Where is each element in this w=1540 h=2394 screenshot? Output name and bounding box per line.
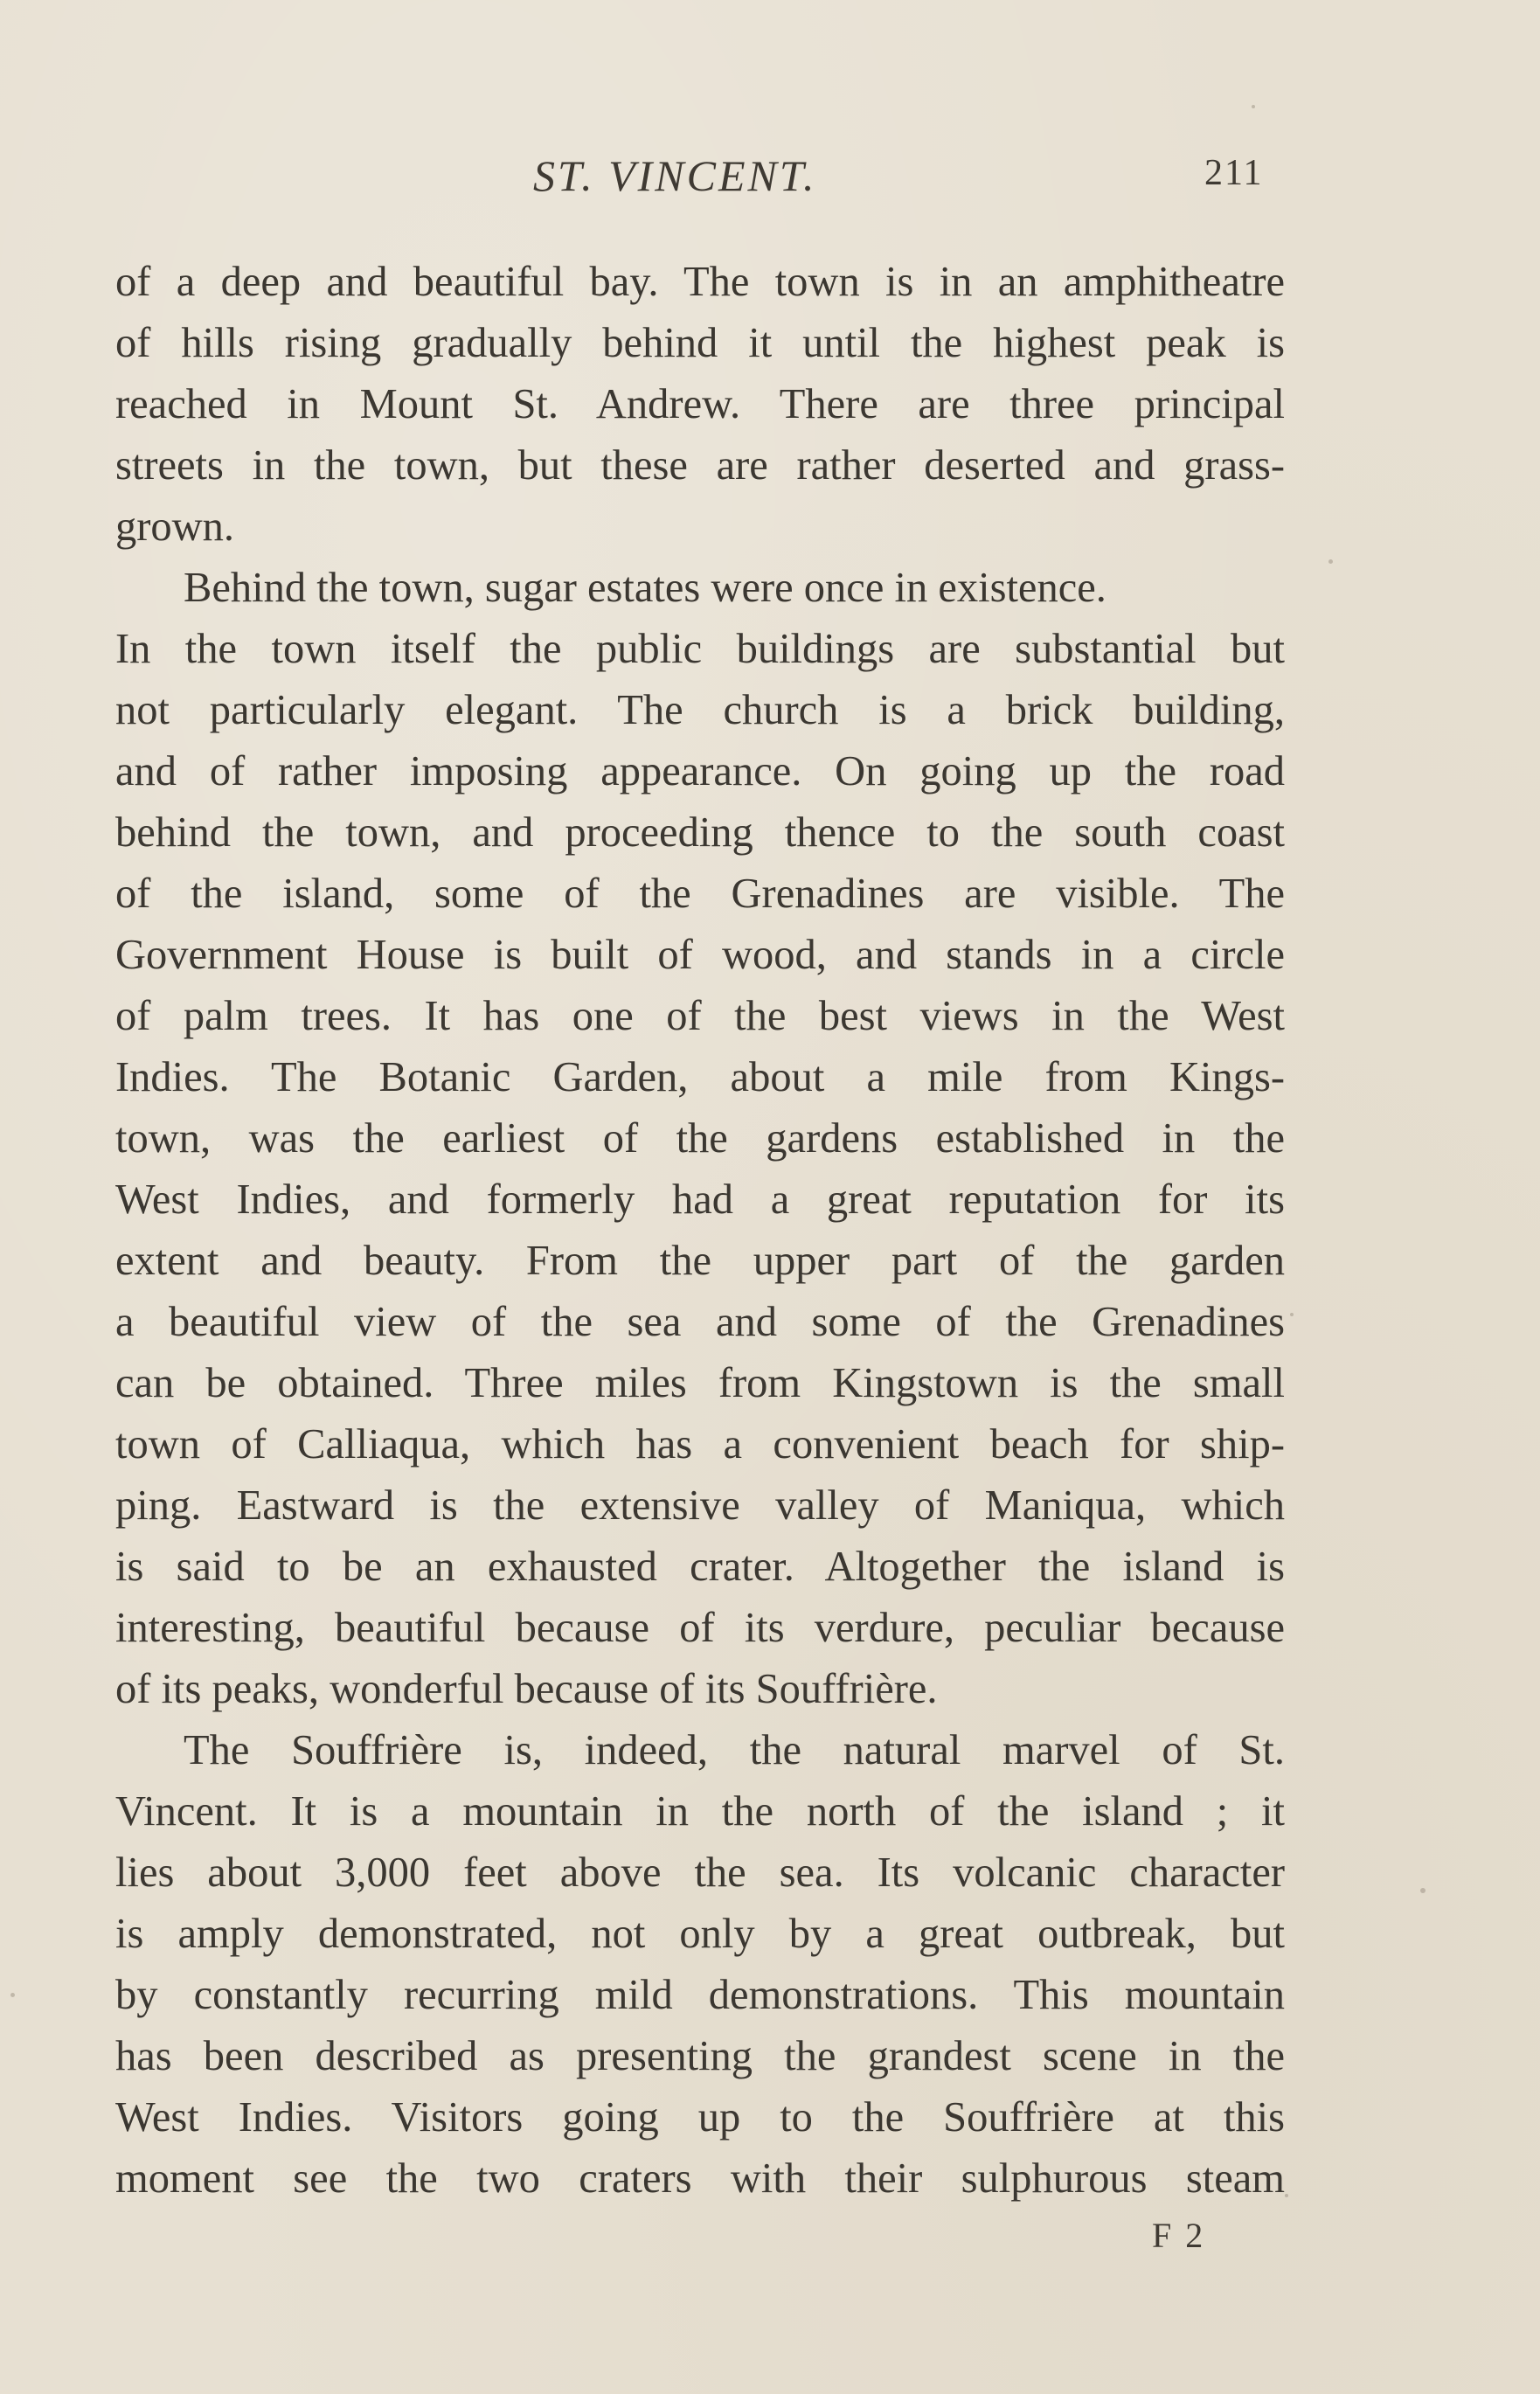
- running-title: ST. VINCENT.: [533, 151, 817, 200]
- text-line: is amply demonstrated, not only by a great outbreak, but: [115, 1911, 1285, 1957]
- text-line: behind the town, and proceeding thence to the south coast: [115, 809, 1285, 856]
- text-line: of the island, some of the Grenadines are visible. The: [115, 871, 1285, 917]
- paper-speck: [1328, 559, 1333, 564]
- text-line: Indies. The Botanic Garden, about a mile from Kings-: [115, 1054, 1285, 1100]
- page-number: 211: [1204, 153, 1264, 193]
- text-line: In the town itself the public buildings are substantial but: [115, 626, 1285, 672]
- text-line: has been described as presenting the grandest scene in the: [115, 2033, 1285, 2079]
- text-line: reached in Mount St. Andrew. There are three principal: [115, 381, 1285, 427]
- text-line: lies about 3,000 feet above the sea. Its volcanic character: [115, 1849, 1285, 1896]
- text-line: by constantly recurring mild demonstrations. This mountain: [115, 1972, 1285, 2018]
- text-line: Government House is built of wood, and stands in a circle: [115, 932, 1285, 978]
- text-line: of hills rising gradually behind it until the highest peak is: [115, 320, 1285, 366]
- text-line: grown.: [115, 503, 235, 550]
- paragraph-start-line: The Souffrière is, indeed, the natural marvel of St.: [184, 1727, 1285, 1773]
- paper-speck: [1252, 105, 1255, 108]
- body-text: [115, 252, 1285, 2210]
- text-line: West Indies, and formerly had a great reputation for its: [115, 1176, 1285, 1223]
- text-line: of its peaks, wonderful because of its Souffrière.: [115, 1666, 938, 1712]
- text-line: can be obtained. Three miles from Kingstown is the small: [115, 1360, 1285, 1406]
- text-line: moment see the two craters with their sulphurous steam: [115, 2155, 1285, 2202]
- paper-speck: [10, 1993, 15, 1997]
- text-line: streets in the town, but these are rather deserted and grass-: [115, 442, 1285, 489]
- text-line: is said to be an exhausted crater. Altogether the island is: [115, 1544, 1285, 1590]
- signature-mark: F 2: [1152, 2216, 1206, 2255]
- paper-speck: [1290, 1313, 1294, 1316]
- text-line: and of rather imposing appearance. On going up the road: [115, 748, 1285, 795]
- paper-speck: [1285, 2194, 1288, 2197]
- text-line: town, was the earliest of the gardens established in the: [115, 1115, 1285, 1162]
- paragraph-start-line: Behind the town, sugar estates were once in existence.: [184, 565, 1106, 611]
- text-line: interesting, beautiful because of its verdure, peculiar because: [115, 1605, 1285, 1651]
- text-line: West Indies. Visitors going up to the Souffrière at this: [115, 2094, 1285, 2141]
- text-line: town of Calliaqua, which has a convenient beach for ship-: [115, 1421, 1285, 1468]
- running-header: [0, 150, 1540, 203]
- text-line: of a deep and beautiful bay. The town is in an amphitheatre: [115, 259, 1285, 305]
- text-line: not particularly elegant. The church is a brick building,: [115, 687, 1285, 733]
- paper-speck: [1420, 1888, 1426, 1893]
- text-line: of palm trees. It has one of the best views in the West: [115, 993, 1285, 1039]
- text-line: Vincent. It is a mountain in the north of the island ; it: [115, 1788, 1285, 1835]
- text-line: extent and beauty. From the upper part of the garden: [115, 1238, 1285, 1284]
- text-line: a beautiful view of the sea and some of the Grenadines: [115, 1299, 1285, 1345]
- text-line: ping. Eastward is the extensive valley of Maniqua, which: [115, 1482, 1285, 1529]
